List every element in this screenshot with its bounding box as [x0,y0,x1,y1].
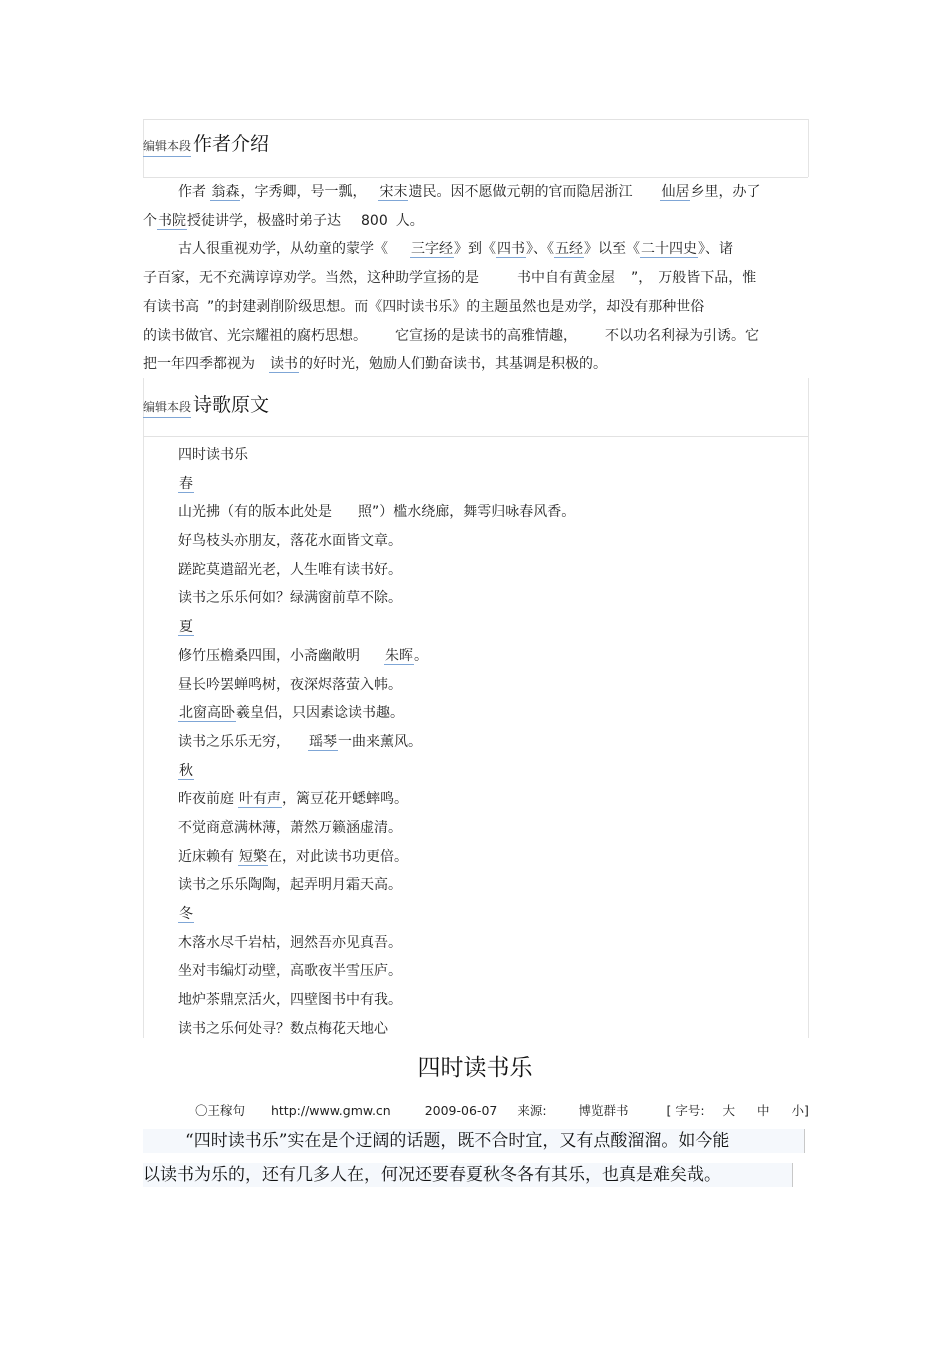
text: 》、诸 [698,241,733,258]
text: 人。 [395,212,424,229]
font-size-large[interactable]: 大 [722,1103,736,1118]
poem-line: 读书之乐何处寻？数点梅花天地心 [178,1020,388,1037]
season-heading [178,900,575,929]
article-title: 四时读书乐 [417,1055,533,1081]
text: 个 [143,212,157,229]
article-meta [195,1101,809,1119]
poem-line: 地炉茶鼎烹活火，四壁图书中有我。 [178,992,402,1009]
poem-line [178,728,575,757]
text: 羲皇侣，只因素谂读书趣。 [236,705,404,722]
text: 它宣扬的是读书的高雅情趣， [395,327,577,344]
text: ”， [631,270,653,287]
font-size-small[interactable]: 小] [791,1103,809,1118]
text: 书中自有黄金屋 [517,270,615,287]
season-autumn-link[interactable]: 秋 [179,762,193,779]
text: 把一年四季都视为 [143,356,255,373]
text-line [143,264,805,293]
text: 照 [358,504,372,521]
text: 修竹压檐桑四围，小斋幽敞明 [178,647,360,664]
season-heading [178,757,575,786]
season-heading [178,470,575,499]
poem-line: 读书之乐乐何如？绿满窗前草不除。 [178,590,402,607]
link-shuyuan[interactable]: 书院 [158,212,186,229]
text: ”）槛水绕廊，舞雩归咏春风香。 [372,504,576,521]
link-xianju[interactable]: 仙居 [661,184,690,200]
text: 。 [414,647,428,664]
poem-title: 四时读书乐 [178,447,248,463]
text-line [143,178,805,207]
poem-line: 蹉跎莫遣韶光老，人生唯有读书好。 [178,561,402,578]
text: 乡里，办了 [690,184,761,200]
link-wujing[interactable]: 五经 [555,241,583,258]
section-header-poem [143,390,269,418]
link-songmo[interactable]: 宋末 [379,184,408,200]
text: 遗民。因不愿做元朝的官而隐居浙江 [408,184,633,200]
text: 授徒讲学，极盛时弟子达 [187,212,341,229]
link-sanzijing[interactable]: 三字经 [411,241,453,258]
text: 有读书高 [143,298,199,315]
poem-line [178,785,575,814]
season-summer-link[interactable]: 夏 [179,619,193,636]
article-author: 〇王稼句 [195,1103,246,1118]
text: 不以功名利禄为引诱。它 [605,327,759,344]
link-wengsen[interactable]: 翁森 [211,184,240,200]
intro-line: “四时读书乐”实在是个迂阔的话题，既不合时宜，又有点酸溜溜。如今能 [143,1129,805,1153]
text: 昨夜前庭 [178,791,234,808]
text-line [143,235,805,264]
text: ，篱豆花开蟋蟀鸣。 [282,791,408,808]
font-size-medium[interactable]: 中 [757,1103,770,1118]
text: 在，对此读书功更倍。 [268,848,408,865]
link-sishu[interactable]: 四书 [497,241,525,258]
divider [143,119,808,120]
article-source: 博览群书 [578,1103,629,1118]
text: 的好时光，勉励人们勤奋读书，其基调是积极的。 [299,356,607,373]
poem-line: 昼长吟罢蝉鸣树，夜深烬落萤入帏。 [178,676,402,693]
article-url[interactable]: http://www.gmw.cn [270,1103,391,1118]
link-beichuanggaowo[interactable]: 北窗高卧 [179,705,235,722]
section-header-author [143,129,269,157]
link-yaoqin[interactable]: 瑶琴 [309,733,337,750]
edit-section-link[interactable]: 编辑本段 [143,398,191,418]
season-winter-link[interactable]: 冬 [179,906,193,922]
season-spring-link[interactable]: 春 [179,475,193,492]
poem-line: 木落水尽千岩枯，迥然吾亦见真吾。 [178,934,402,951]
text: 》以至《 [584,241,640,258]
poem-line: 好鸟枝头亦朋友，落花水面皆文章。 [178,533,402,550]
text-line [143,322,805,351]
section-title: 诗歌原文 [193,394,270,416]
text-line [143,207,805,236]
edit-section-link[interactable]: 编辑本段 [143,137,191,157]
link-ershisishi[interactable]: 二十四史 [641,241,697,258]
link-duanqing[interactable]: 短檠 [239,848,267,865]
text: 古人很重视劝学，从幼童的蒙学《 [178,241,388,258]
source-label: 来源: [517,1103,547,1118]
poem-line: 读书之乐乐陶陶，起弄明月霜天高。 [178,877,402,894]
divider [792,1163,793,1187]
text: 近床赖有 [178,848,234,865]
text: 子百家，无不充满谆谆劝学。当然，这种助学宣扬的是 [143,270,479,287]
text: 山光拂（有的版本此处是 [178,504,332,521]
poem-line [178,498,575,527]
poem-line [178,699,575,728]
section-title: 作者介绍 [193,133,270,155]
intro-line: 以读书为乐的，还有几多人在，何况还要春夏秋冬各有其乐，也真是难矣哉。 [143,1163,793,1187]
link-zhuhui[interactable]: 朱晖 [385,647,413,664]
link-yeyousheng[interactable]: 叶有声 [239,791,281,808]
text: 》到《 [454,241,496,258]
divider [804,1129,805,1153]
font-size-label: [ 字号: [666,1103,705,1118]
poem-text [178,441,575,1043]
link-dushu[interactable]: 读书 [270,356,298,373]
text-line [143,350,805,379]
text: 读书之乐乐无穷， [178,733,290,750]
text: 的读书做官、光宗耀祖的腐朽思想。 [143,327,367,344]
season-heading [178,613,575,642]
author-intro [143,178,805,379]
poem-line [178,843,575,872]
poem-line: 坐对韦编灯动壁，高歌夜半雪压庐。 [178,963,402,980]
text: 作者 [178,184,206,200]
text-line [143,293,805,322]
text: ”的封建剥削阶级思想。而《四时读书乐》的主题虽然也是劝学，却没有那种世俗 [207,298,705,315]
divider [143,436,808,437]
poem-line [178,642,575,671]
text: 一曲来薰风。 [338,733,422,750]
text: 万般皆下品，惟 [658,270,757,287]
text: 》、《 [526,241,554,258]
article-date: 2009-06-07 [424,1103,498,1118]
text: ，字秀卿，号一瓢， [240,184,367,200]
poem-line: 不觉商意满林薄，萧然万籁涵虚清。 [178,819,402,836]
text: 800 [361,212,388,229]
